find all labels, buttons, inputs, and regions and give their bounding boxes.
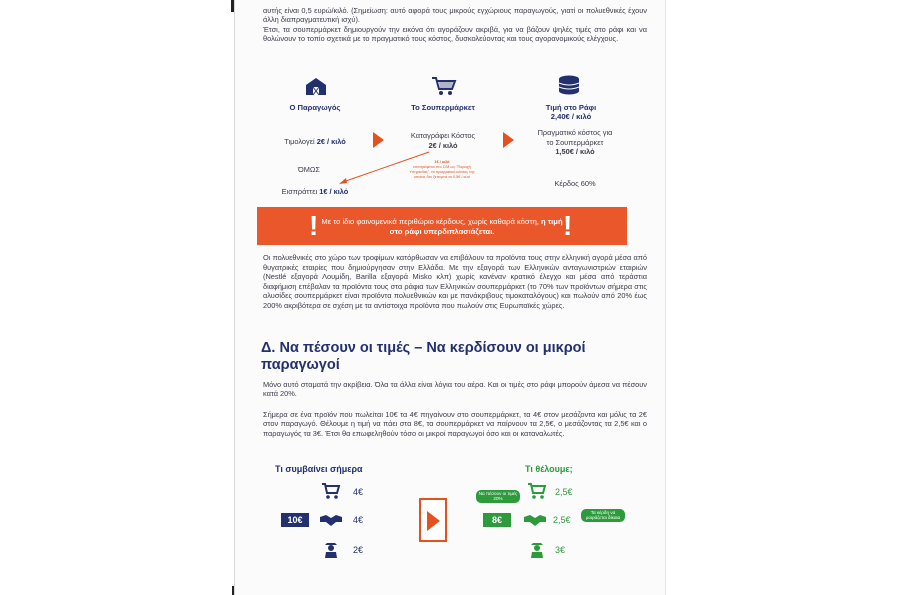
producer-invoice-label: Τιμολογεί bbox=[284, 137, 317, 146]
supermarket-title: Το Σουπερμάρκετ bbox=[411, 103, 475, 112]
document-page bbox=[234, 0, 666, 595]
exclamation-icon: ! bbox=[563, 210, 573, 241]
section-paragraph-2: Σήμερα σε ένα προϊόν που πωλείται 10€ τα 4€ πηγαίνουν στο σουπερμάρκετ, τα 4€ στον μεσάζοντα και μόλις τα 2€ στον παραγωγό. Θέλουμε η τιμή να πάει στα 8€, τα σουπερμάρκετ να παίρνουν τα 2,5€, ο μεσάζοντας τα 2,5€ και ο παραγωγός τα 3€. Έτσι θα επωφεληθούν τόσο οι μικροί παραγωγοί όσο και οι καταναλωτές. bbox=[263, 410, 647, 438]
super-cost-value: 2€ / κιλό bbox=[428, 141, 458, 150]
comparison-arrow bbox=[419, 498, 447, 542]
warning-banner bbox=[257, 207, 627, 245]
banner-text-main: Με το ίδιο φαινομενικά περιθώριο κέρδους, χωρίς καθαρά κόστη, bbox=[321, 217, 542, 226]
coins-stack-icon bbox=[557, 74, 581, 96]
price-drop-pill: Να πέσουν οι τιμές 20% bbox=[476, 490, 520, 503]
shelf-price-value: 2,40€ / κιλό bbox=[550, 112, 592, 121]
today-middleman-amount: 4€ bbox=[353, 515, 364, 525]
real-cost-label: Πραγματικό κόστος για το Σουπερμάρκετ bbox=[537, 128, 613, 147]
producer-collects-value: 1€ / κιλό bbox=[319, 187, 349, 196]
wish-total-box: 8€ bbox=[483, 513, 511, 527]
wish-title: Τι θέλουμε; bbox=[525, 464, 573, 474]
section-heading: Δ. Να πέσουν οι τιμές – Να κερδίσουν οι μικροί παραγωγοί bbox=[261, 340, 586, 373]
rebate-note-text: επιστρέφεται στο Σ/Μ ως "Παροχή Υπηρεσίας", το πραγματικό κόστος της οποίας δεν ξεπερνά τα 0,5€ / κιλό bbox=[409, 165, 475, 179]
rebate-note-title: 1€ / κιλό bbox=[434, 160, 450, 164]
section-paragraph-1: Μόνο αυτό σταματά την ακρίβεια. Όλα τα άλλα είναι λόγια του αέρα. Και οι τιμές στο ράφι μπορούν άμεσα να πέσουν κατά 20%. bbox=[263, 380, 647, 399]
producer-invoice bbox=[255, 137, 375, 147]
arrow-right-icon bbox=[427, 511, 440, 531]
intro-text-1: αυτής είναι 0,5 ευρώ/κιλό. (Σημείωση: αυτό αφορά τους μικρούς εγχώριους παραγωγούς, γιατί οι πολυεθνικές έχουν άλλη διαπραγματευτική ισχύ). bbox=[263, 6, 647, 25]
wish-middleman-amount: 2,5€ bbox=[553, 515, 571, 525]
producer-collects-label: Εισπράττει bbox=[281, 187, 320, 196]
rebate-note bbox=[405, 160, 479, 180]
multinationals-paragraph: Οι πολυεθνικές στο χώρο των τροφίμων κατόρθωσαν να επιβάλουν τα προϊόντα τους στην ελληνική αγορά μέσα από θυγατρικές εταιρίες που δημιούργησαν στην Ελλάδα. Με την εξαγορά των Ελληνικών ανταγωνιστριών εταιριών (Nestlé εξαγορά Λουμίδη, Barilla εξαγορά Misko κλπ) χωρίς κανέναν κρατικό έλεγχο και μέσα από τεράστια διαφήμιση επέβαλαν τα προϊόντα τους στα ράφια των Ελληνικών σουπερμάρκετ (το 70% των προϊόντων σήμερα στις αλυσίδες σουπερμάρκετ είναι προϊόντα πολυεθνικών και με πανάκριβους τιμοκαταλόγους) και πωλούν από 20% έως 200% ακριβότερα σε σχέση με τα αντίστοιχα προϊόντα που πωλούν στις Ευρωπαϊκές χώρες. bbox=[263, 253, 647, 310]
farmer-icon bbox=[323, 540, 339, 558]
shelf-price-title: Τιμή στο Ράφι bbox=[545, 103, 597, 112]
today-title: Τι συμβαίνει σήμερα bbox=[275, 464, 363, 474]
today-supermarket-amount: 4€ bbox=[353, 487, 364, 497]
shopping-cart-icon bbox=[431, 76, 457, 96]
real-cost-value: 1,50€ / κιλό bbox=[555, 147, 595, 156]
farmer-icon bbox=[529, 540, 545, 558]
shopping-cart-icon bbox=[321, 482, 341, 500]
wish-supermarket-amount: 2,5€ bbox=[555, 487, 573, 497]
today-producer-amount: 2€ bbox=[353, 545, 364, 555]
handshake-icon bbox=[523, 512, 547, 528]
profit-label: Κέρδος 60% bbox=[554, 179, 596, 188]
however-label: ΌΜΩΣ bbox=[298, 165, 320, 174]
barn-icon bbox=[305, 76, 327, 96]
banner-text bbox=[317, 217, 567, 236]
handshake-icon bbox=[319, 512, 343, 528]
producer-title: Ο Παραγωγός bbox=[289, 103, 341, 112]
wish-producer-amount: 3€ bbox=[555, 545, 566, 555]
producer-collects bbox=[255, 187, 375, 197]
super-cost-label: Καταγράφει Κόστος bbox=[410, 131, 476, 140]
exclamation-icon: ! bbox=[309, 210, 319, 241]
banner-text-bold: η τιμή στο ράφι υπερδιπλασιάζεται. bbox=[389, 217, 563, 236]
producer-invoice-value: 2€ / κιλό bbox=[316, 137, 346, 146]
arrow-right-icon bbox=[503, 132, 514, 148]
shopping-cart-icon bbox=[527, 482, 547, 500]
today-total-box: 10€ bbox=[281, 513, 309, 527]
fair-share-pill: Τα κέρδη να μοιράζεται δίκαια bbox=[581, 509, 625, 522]
intro-text-2: Έτσι, τα σουπερμάρκετ δημιουργούν την εικόνα ότι αγοράζουν ακριβά, για να βάζουν ψηλές τιμές στο ράφι και να θολώνουν το τοπίο σχετικά με το πραγματικό τους κόστος, δυσκολεύοντας και τους αγορανομικούς ελέγχους. bbox=[263, 25, 647, 44]
arrow-right-icon bbox=[373, 132, 384, 148]
